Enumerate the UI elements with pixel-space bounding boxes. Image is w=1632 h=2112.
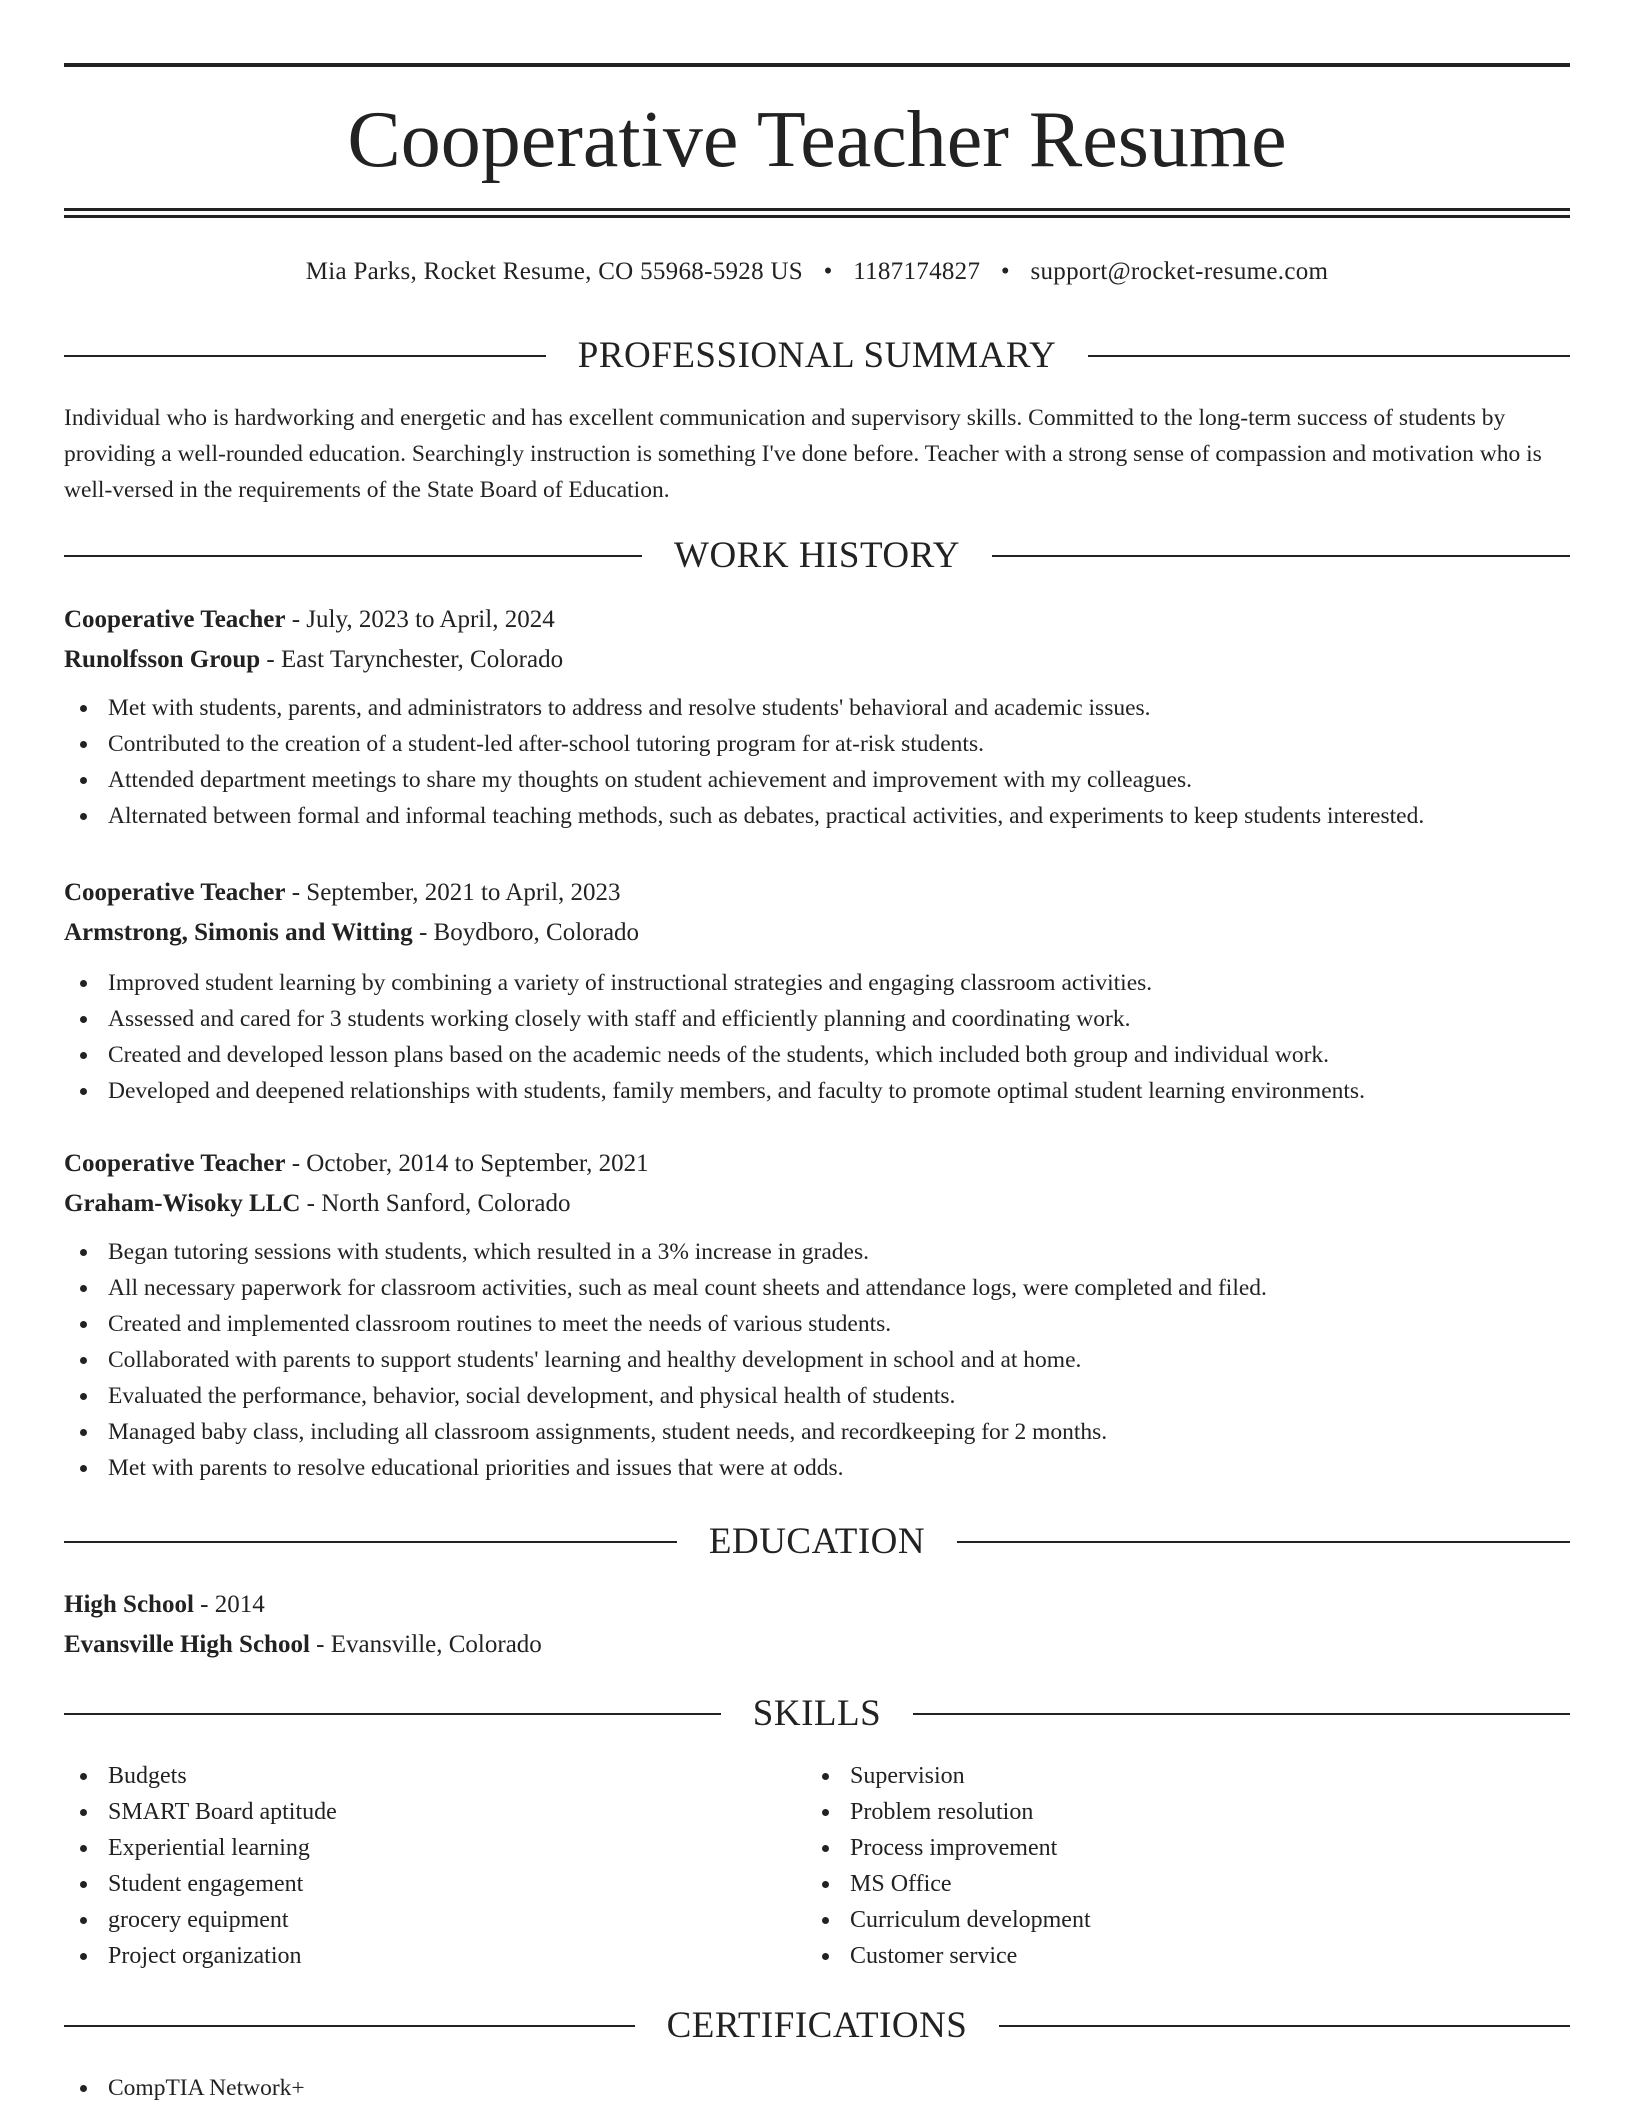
job-bullets xyxy=(64,1234,1570,1486)
job-entry xyxy=(64,600,1570,834)
resume-title: Cooperative Teacher Resume xyxy=(347,96,1287,184)
list-item: Created and developed lesson plans based on the academic needs of the students, which included both group and individual work. xyxy=(64,1037,1570,1073)
section-title-education: EDUCATION xyxy=(677,1521,957,1562)
education-location: - Evansville, Colorado xyxy=(309,1631,542,1658)
section-header-summary xyxy=(64,334,1570,378)
job-location: - Boydboro, Colorado xyxy=(412,919,640,946)
education-year: - 2014 xyxy=(193,1591,265,1618)
contact-separator: • xyxy=(1000,258,1010,285)
list-item: Met with parents to resolve educational priorities and issues that were at odds. xyxy=(64,1450,1570,1486)
section-title-summary: PROFESSIONAL SUMMARY xyxy=(546,335,1088,376)
list-item: Developed and deepened relationships with students, family members, and faculty to promote optimal student learning environments. xyxy=(64,1073,1570,1109)
skills-bullets xyxy=(806,1758,1506,1974)
list-item: Created and implemented classroom routines to meet the needs of various students. xyxy=(64,1306,1570,1342)
list-item: Collaborated with parents to support students' learning and healthy development in school and at home. xyxy=(64,1342,1570,1378)
job-location: - East Tarynchester, Colorado xyxy=(260,646,564,673)
job-company: Runolfsson Group xyxy=(64,646,261,673)
list-item: Improved student learning by combining a variety of instructional strategies and engaging classroom activities. xyxy=(64,965,1570,1001)
job-company: Armstrong, Simonis and Witting xyxy=(64,919,413,946)
job-entry xyxy=(64,873,1570,1109)
contact-separator: • xyxy=(823,258,833,285)
skill-item: Project organization xyxy=(64,1938,764,1974)
job-title: Cooperative Teacher xyxy=(64,879,286,906)
certifications-list xyxy=(64,2070,1570,2106)
list-item: Managed baby class, including all classroom assignments, student needs, and recordkeeping for 2 months. xyxy=(64,1414,1570,1450)
list-item: Alternated between formal and informal teaching methods, such as debates, practical activities, and experiments to keep students interested. xyxy=(64,798,1570,834)
section-title-certifications: CERTIFICATIONS xyxy=(635,2005,1000,2046)
skills-bullets xyxy=(64,1758,764,1974)
job-company: Graham-Wisoky LLC xyxy=(64,1190,301,1217)
section-header-skills xyxy=(64,1692,1570,1736)
skills-column-right xyxy=(806,1758,1506,1974)
contact-line xyxy=(64,254,1570,290)
section-header-certifications xyxy=(64,2004,1570,2048)
skill-item: Supervision xyxy=(806,1758,1506,1794)
header-double-rule xyxy=(64,208,1570,218)
skill-item: SMART Board aptitude xyxy=(64,1794,764,1830)
job-bullets xyxy=(64,690,1570,834)
contact-address: Mia Parks, Rocket Resume, CO 55968-5928 US xyxy=(305,258,804,285)
skill-item: Experiential learning xyxy=(64,1830,764,1866)
header-top-rule xyxy=(64,63,1570,67)
section-header-education xyxy=(64,1520,1570,1564)
skills-column-left xyxy=(64,1758,764,1974)
skill-item: Customer service xyxy=(806,1938,1506,1974)
job-dates: - July, 2023 to April, 2024 xyxy=(285,606,555,633)
contact-email: support@rocket-resume.com xyxy=(1030,258,1329,285)
job-title: Cooperative Teacher xyxy=(64,1150,286,1177)
list-item: Attended department meetings to share my thoughts on student achievement and improvement with my colleagues. xyxy=(64,762,1570,798)
contact-phone: 1187174827 xyxy=(853,258,981,285)
list-item: Began tutoring sessions with students, which resulted in a 3% increase in grades. xyxy=(64,1234,1570,1270)
skill-item: Curriculum development xyxy=(806,1902,1506,1938)
certifications-bullets xyxy=(64,2070,1570,2106)
list-item: All necessary paperwork for classroom activities, such as meal count sheets and attendance logs, were completed and filed. xyxy=(64,1270,1570,1306)
section-title-skills: SKILLS xyxy=(721,1693,913,1734)
job-bullets xyxy=(64,965,1570,1109)
professional-summary: Individual who is hardworking and energetic and has excellent communication and supervisory skills. Committed to the long-term success of students by providing a well-rounded education. Searchingly instruction is something I've done before. Teacher with a strong sense of compassion and motivation who is well-versed in the requirements of the State Board of Education. xyxy=(64,405,1542,503)
job-title: Cooperative Teacher xyxy=(64,606,286,633)
skill-item: Problem resolution xyxy=(806,1794,1506,1830)
job-dates: - October, 2014 to September, 2021 xyxy=(285,1150,649,1177)
skill-item: Student engagement xyxy=(64,1866,764,1902)
education-school: Evansville High School xyxy=(64,1631,310,1658)
section-title-work: WORK HISTORY xyxy=(642,535,992,576)
job-dates: - September, 2021 to April, 2023 xyxy=(285,879,621,906)
skill-item: grocery equipment xyxy=(64,1902,764,1938)
section-header-work xyxy=(64,534,1570,578)
education-degree: High School xyxy=(64,1591,194,1618)
list-item: Contributed to the creation of a student-led after-school tutoring program for at-risk students. xyxy=(64,726,1570,762)
list-item: Evaluated the performance, behavior, social development, and physical health of students. xyxy=(64,1378,1570,1414)
list-item: Met with students, parents, and administrators to address and resolve students' behavioral and academic issues. xyxy=(64,690,1570,726)
job-entry xyxy=(64,1144,1570,1486)
certification-item: CompTIA Network+ xyxy=(64,2070,1570,2106)
skill-item: MS Office xyxy=(806,1866,1506,1902)
skill-item: Budgets xyxy=(64,1758,764,1794)
job-location: - North Sanford, Colorado xyxy=(300,1190,571,1217)
skill-item: Process improvement xyxy=(806,1830,1506,1866)
list-item: Assessed and cared for 3 students working closely with staff and efficiently planning and coordinating work. xyxy=(64,1001,1570,1037)
education-entry xyxy=(64,1585,1570,1665)
